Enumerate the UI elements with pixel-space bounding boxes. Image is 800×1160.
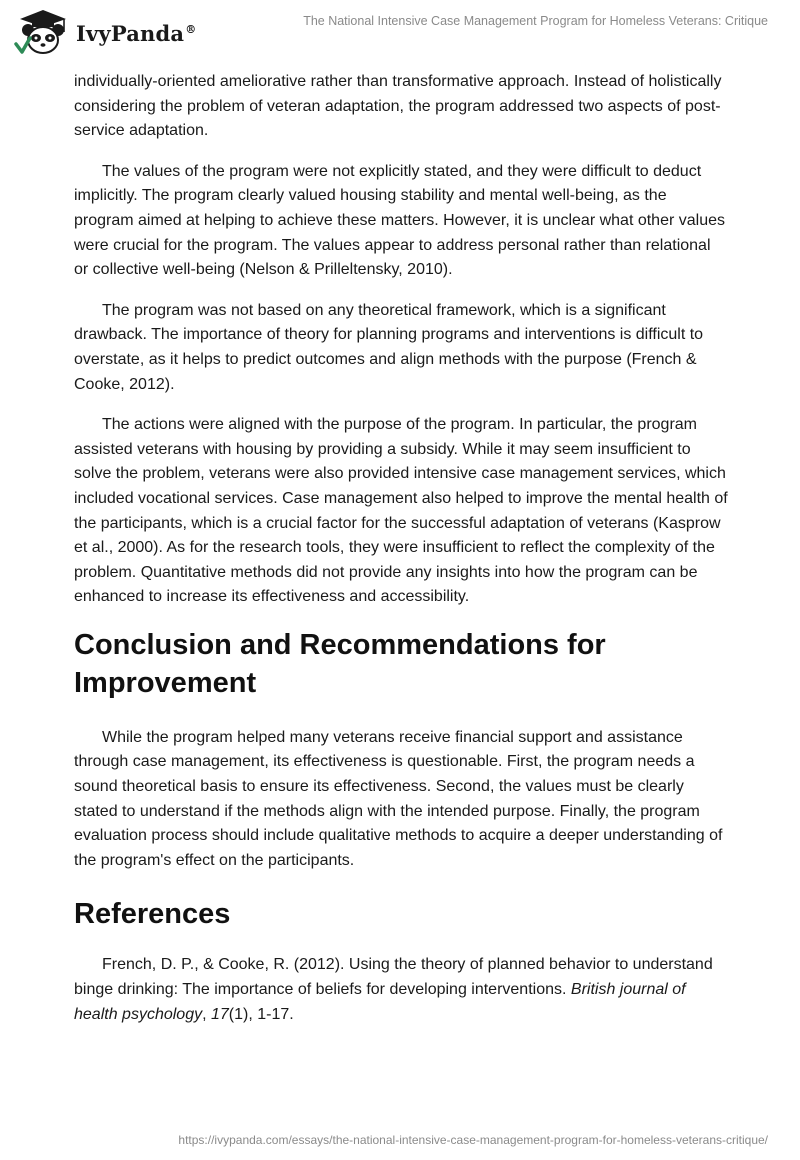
- panda-graduate-icon: [14, 8, 72, 58]
- paragraph-continuation: individually-oriented ameliorative rather than transformative approach. Instead of holistically considering the problem of veteran adaptation, the program addressed two aspects of post-service adaptation.: [74, 73, 722, 140]
- paragraph-conclusion: While the program helped many veterans receive financial support and assistance through case management, its effectiveness is questionable. First, the program needs a sound theoretical basis to ensure its effectiveness. Second, the values must be clearly stated to understand if the methods align with the intended purpose. Finally, the program evaluation process should include qualitative methods to acquire a deeper understanding of the program's effect on the participants.: [74, 728, 723, 869]
- document-title: The National Intensive Case Management Program for Homeless Veterans: Critique: [303, 14, 768, 28]
- references-heading: References: [74, 898, 231, 931]
- reference-journal: British journal of health psychology: [74, 981, 686, 1023]
- ivypanda-logo[interactable]: [14, 8, 196, 58]
- paragraph-actions: The actions were aligned with the purpose of the program. In particular, the program assisted veterans with housing by providing a subsidy. While it may seem insufficient to solve the problem, veterans were also provided intensive case management services, which included vocational services. Case management also helped to improve the mental health of the participants, which is a crucial factor for the successful adaptation of veterans (Kasprow et al., 2000). As for the research tools, they were insufficient to reflect the complexity of the problem. Quantitative methods did not provide any insights into how the program can be enhanced to increase its effectiveness and accessibility.: [74, 416, 728, 606]
- reference-volume: 17: [210, 1005, 229, 1023]
- brand-name: IvyPanda®: [76, 20, 197, 46]
- paragraph-values: The values of the program were not explicitly stated, and they were difficult to deduct implicitly. The program clearly valued housing stability and mental well-being, as the program aimed at helping to achieve these matters. However, it is unclear what other values were crucial for the program. The values appear to address personal rather than relational or collective well-being (Nelson & Prilleltensky, 2010).: [74, 162, 725, 279]
- essay-body: [74, 70, 729, 1043]
- source-url[interactable]: https://ivypanda.com/essays/the-national-intensive-case-management-program-for-homeless-veterans-critique/: [178, 1133, 768, 1147]
- paragraph-theory: The program was not based on any theoretical framework, which is a significant drawback. The importance of theory for planning programs and interventions is difficult to overstate, as it helps to predict outcomes and align methods with the purpose (French & Cooke, 2012).: [74, 301, 704, 393]
- page-header: [0, 0, 800, 64]
- conclusion-heading: Conclusion and Recommendations for Improvement: [74, 628, 606, 699]
- reference-entry: French, D. P., & Cooke, R. (2012). Using the theory of planned behavior to understand binge drinking: The importance of beliefs for developing interventions. British journal of health psychology, 17(1), 1-17.: [74, 956, 713, 1023]
